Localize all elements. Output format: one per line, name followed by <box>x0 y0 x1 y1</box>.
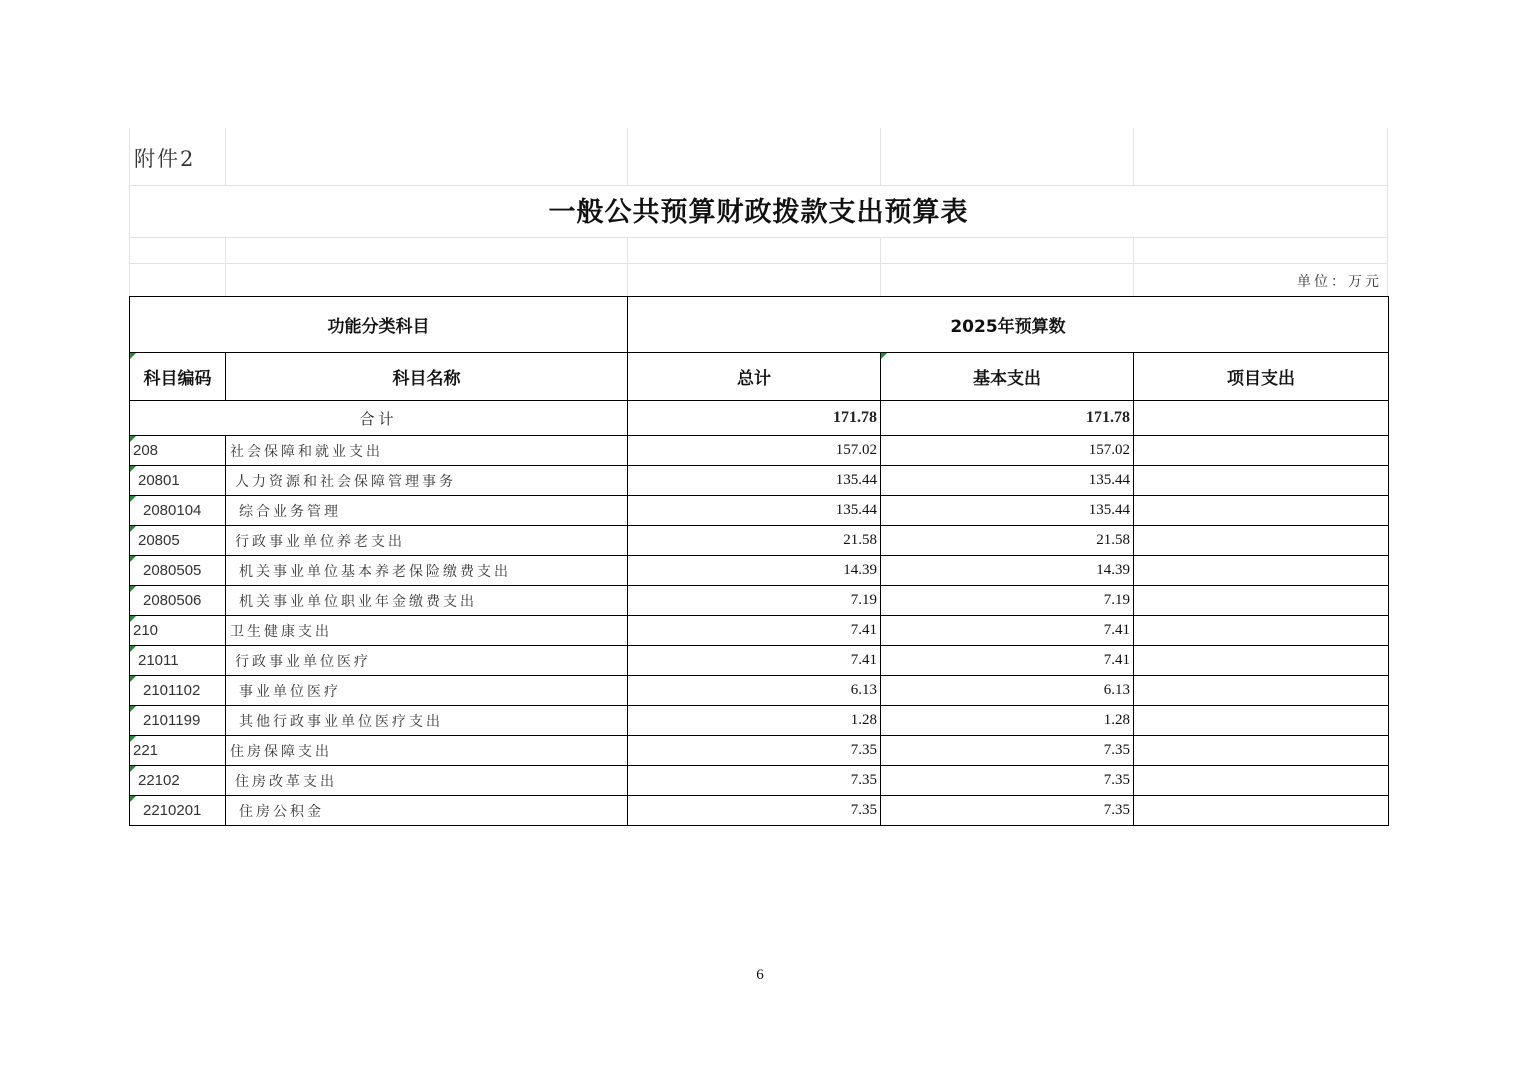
table-row <box>130 646 1389 676</box>
row-basic: 14.39 <box>881 556 1134 586</box>
header-row-groups <box>130 297 1389 353</box>
row-total: 7.35 <box>628 736 881 766</box>
row-code: 2080506 <box>130 586 226 616</box>
table-row <box>130 496 1389 526</box>
row-code: 221 <box>130 736 226 766</box>
gridline <box>627 128 628 186</box>
row-name: 机关事业单位基本养老保险缴费支出 <box>226 556 628 586</box>
row-name: 综合业务管理 <box>226 496 628 526</box>
row-project <box>1134 496 1389 526</box>
row-basic: 135.44 <box>881 466 1134 496</box>
table-row <box>130 436 1389 466</box>
row-basic: 7.41 <box>881 646 1134 676</box>
gridline <box>129 185 1388 186</box>
row-code: 20801 <box>130 466 226 496</box>
row-project <box>1134 646 1389 676</box>
row-total: 7.35 <box>628 766 881 796</box>
attachment-label: 附件2 <box>134 147 196 171</box>
row-basic: 7.35 <box>881 766 1134 796</box>
row-code: 2080104 <box>130 496 226 526</box>
row-total: 7.35 <box>628 796 881 826</box>
row-project <box>1134 676 1389 706</box>
gridline <box>880 128 881 186</box>
row-name: 住房保障支出 <box>226 736 628 766</box>
row-basic: 157.02 <box>881 436 1134 466</box>
header-col-code: 科目编码 <box>130 353 226 401</box>
row-basic: 7.35 <box>881 796 1134 826</box>
header-col-name: 科目名称 <box>226 353 628 401</box>
row-basic: 135.44 <box>881 496 1134 526</box>
row-basic: 7.41 <box>881 616 1134 646</box>
header-col-total: 总计 <box>628 353 881 401</box>
row-code: 208 <box>130 436 226 466</box>
row-name: 住房改革支出 <box>226 766 628 796</box>
unit-label: 单位：万元 <box>1297 274 1382 290</box>
table-row <box>130 676 1389 706</box>
row-total: 7.19 <box>628 586 881 616</box>
row-name: 行政事业单位医疗 <box>226 646 628 676</box>
row-basic: 7.35 <box>881 736 1134 766</box>
row-name: 社会保障和就业支出 <box>226 436 628 466</box>
table-row <box>130 526 1389 556</box>
row-basic: 1.28 <box>881 706 1134 736</box>
row-name: 其他行政事业单位医疗支出 <box>226 706 628 736</box>
gridline <box>1133 237 1134 296</box>
gridline <box>627 237 628 296</box>
row-total: 157.02 <box>628 436 881 466</box>
header-function-group: 功能分类科目 <box>130 297 628 353</box>
header-col-basic: 基本支出 <box>881 353 1134 401</box>
row-project <box>1134 706 1389 736</box>
row-total: 135.44 <box>628 466 881 496</box>
row-name: 事业单位医疗 <box>226 676 628 706</box>
row-project <box>1134 436 1389 466</box>
gridline <box>225 128 226 186</box>
row-total: 135.44 <box>628 496 881 526</box>
row-name: 人力资源和社会保障管理事务 <box>226 466 628 496</box>
row-project <box>1134 736 1389 766</box>
gridline <box>1133 128 1134 186</box>
row-total: 14.39 <box>628 556 881 586</box>
row-total: 21.58 <box>628 526 881 556</box>
total-project <box>1134 401 1389 436</box>
gridline <box>225 237 226 296</box>
row-basic: 6.13 <box>881 676 1134 706</box>
row-name: 卫生健康支出 <box>226 616 628 646</box>
row-name: 住房公积金 <box>226 796 628 826</box>
row-project <box>1134 796 1389 826</box>
page-title: 一般公共预算财政拨款支出预算表 <box>548 197 969 228</box>
row-project <box>1134 766 1389 796</box>
table-row <box>130 706 1389 736</box>
row-project <box>1134 616 1389 646</box>
row-total: 7.41 <box>628 616 881 646</box>
row-code: 21011 <box>130 646 226 676</box>
row-name: 机关事业单位职业年金缴费支出 <box>226 586 628 616</box>
table-row <box>130 796 1389 826</box>
row-basic: 7.19 <box>881 586 1134 616</box>
row-basic: 21.58 <box>881 526 1134 556</box>
budget-table <box>129 296 1389 826</box>
total-label: 合计 <box>130 401 628 436</box>
total-basic: 171.78 <box>881 401 1134 436</box>
row-name: 行政事业单位养老支出 <box>226 526 628 556</box>
row-total: 7.41 <box>628 646 881 676</box>
table-row <box>130 766 1389 796</box>
header-col-project: 项目支出 <box>1134 353 1389 401</box>
row-code: 2101199 <box>130 706 226 736</box>
table-row <box>130 466 1389 496</box>
row-total: 1.28 <box>628 706 881 736</box>
row-total: 6.13 <box>628 676 881 706</box>
row-project <box>1134 466 1389 496</box>
row-project <box>1134 526 1389 556</box>
row-code: 210 <box>130 616 226 646</box>
row-project <box>1134 556 1389 586</box>
table-row <box>130 736 1389 766</box>
page-number: 6 <box>756 967 764 983</box>
table-row <box>130 616 1389 646</box>
row-code: 2210201 <box>130 796 226 826</box>
header-row-columns <box>130 353 1389 401</box>
row-code: 2101102 <box>130 676 226 706</box>
row-code: 20805 <box>130 526 226 556</box>
table-row <box>130 586 1389 616</box>
row-code: 22102 <box>130 766 226 796</box>
total-amount: 171.78 <box>628 401 881 436</box>
header-budget-group: 2025年预算数 <box>628 297 1389 353</box>
gridline <box>880 237 881 296</box>
row-code: 2080505 <box>130 556 226 586</box>
gridline <box>129 263 1388 264</box>
gridline <box>129 237 1388 238</box>
table-row <box>130 556 1389 586</box>
row-project <box>1134 586 1389 616</box>
total-row <box>130 401 1389 436</box>
